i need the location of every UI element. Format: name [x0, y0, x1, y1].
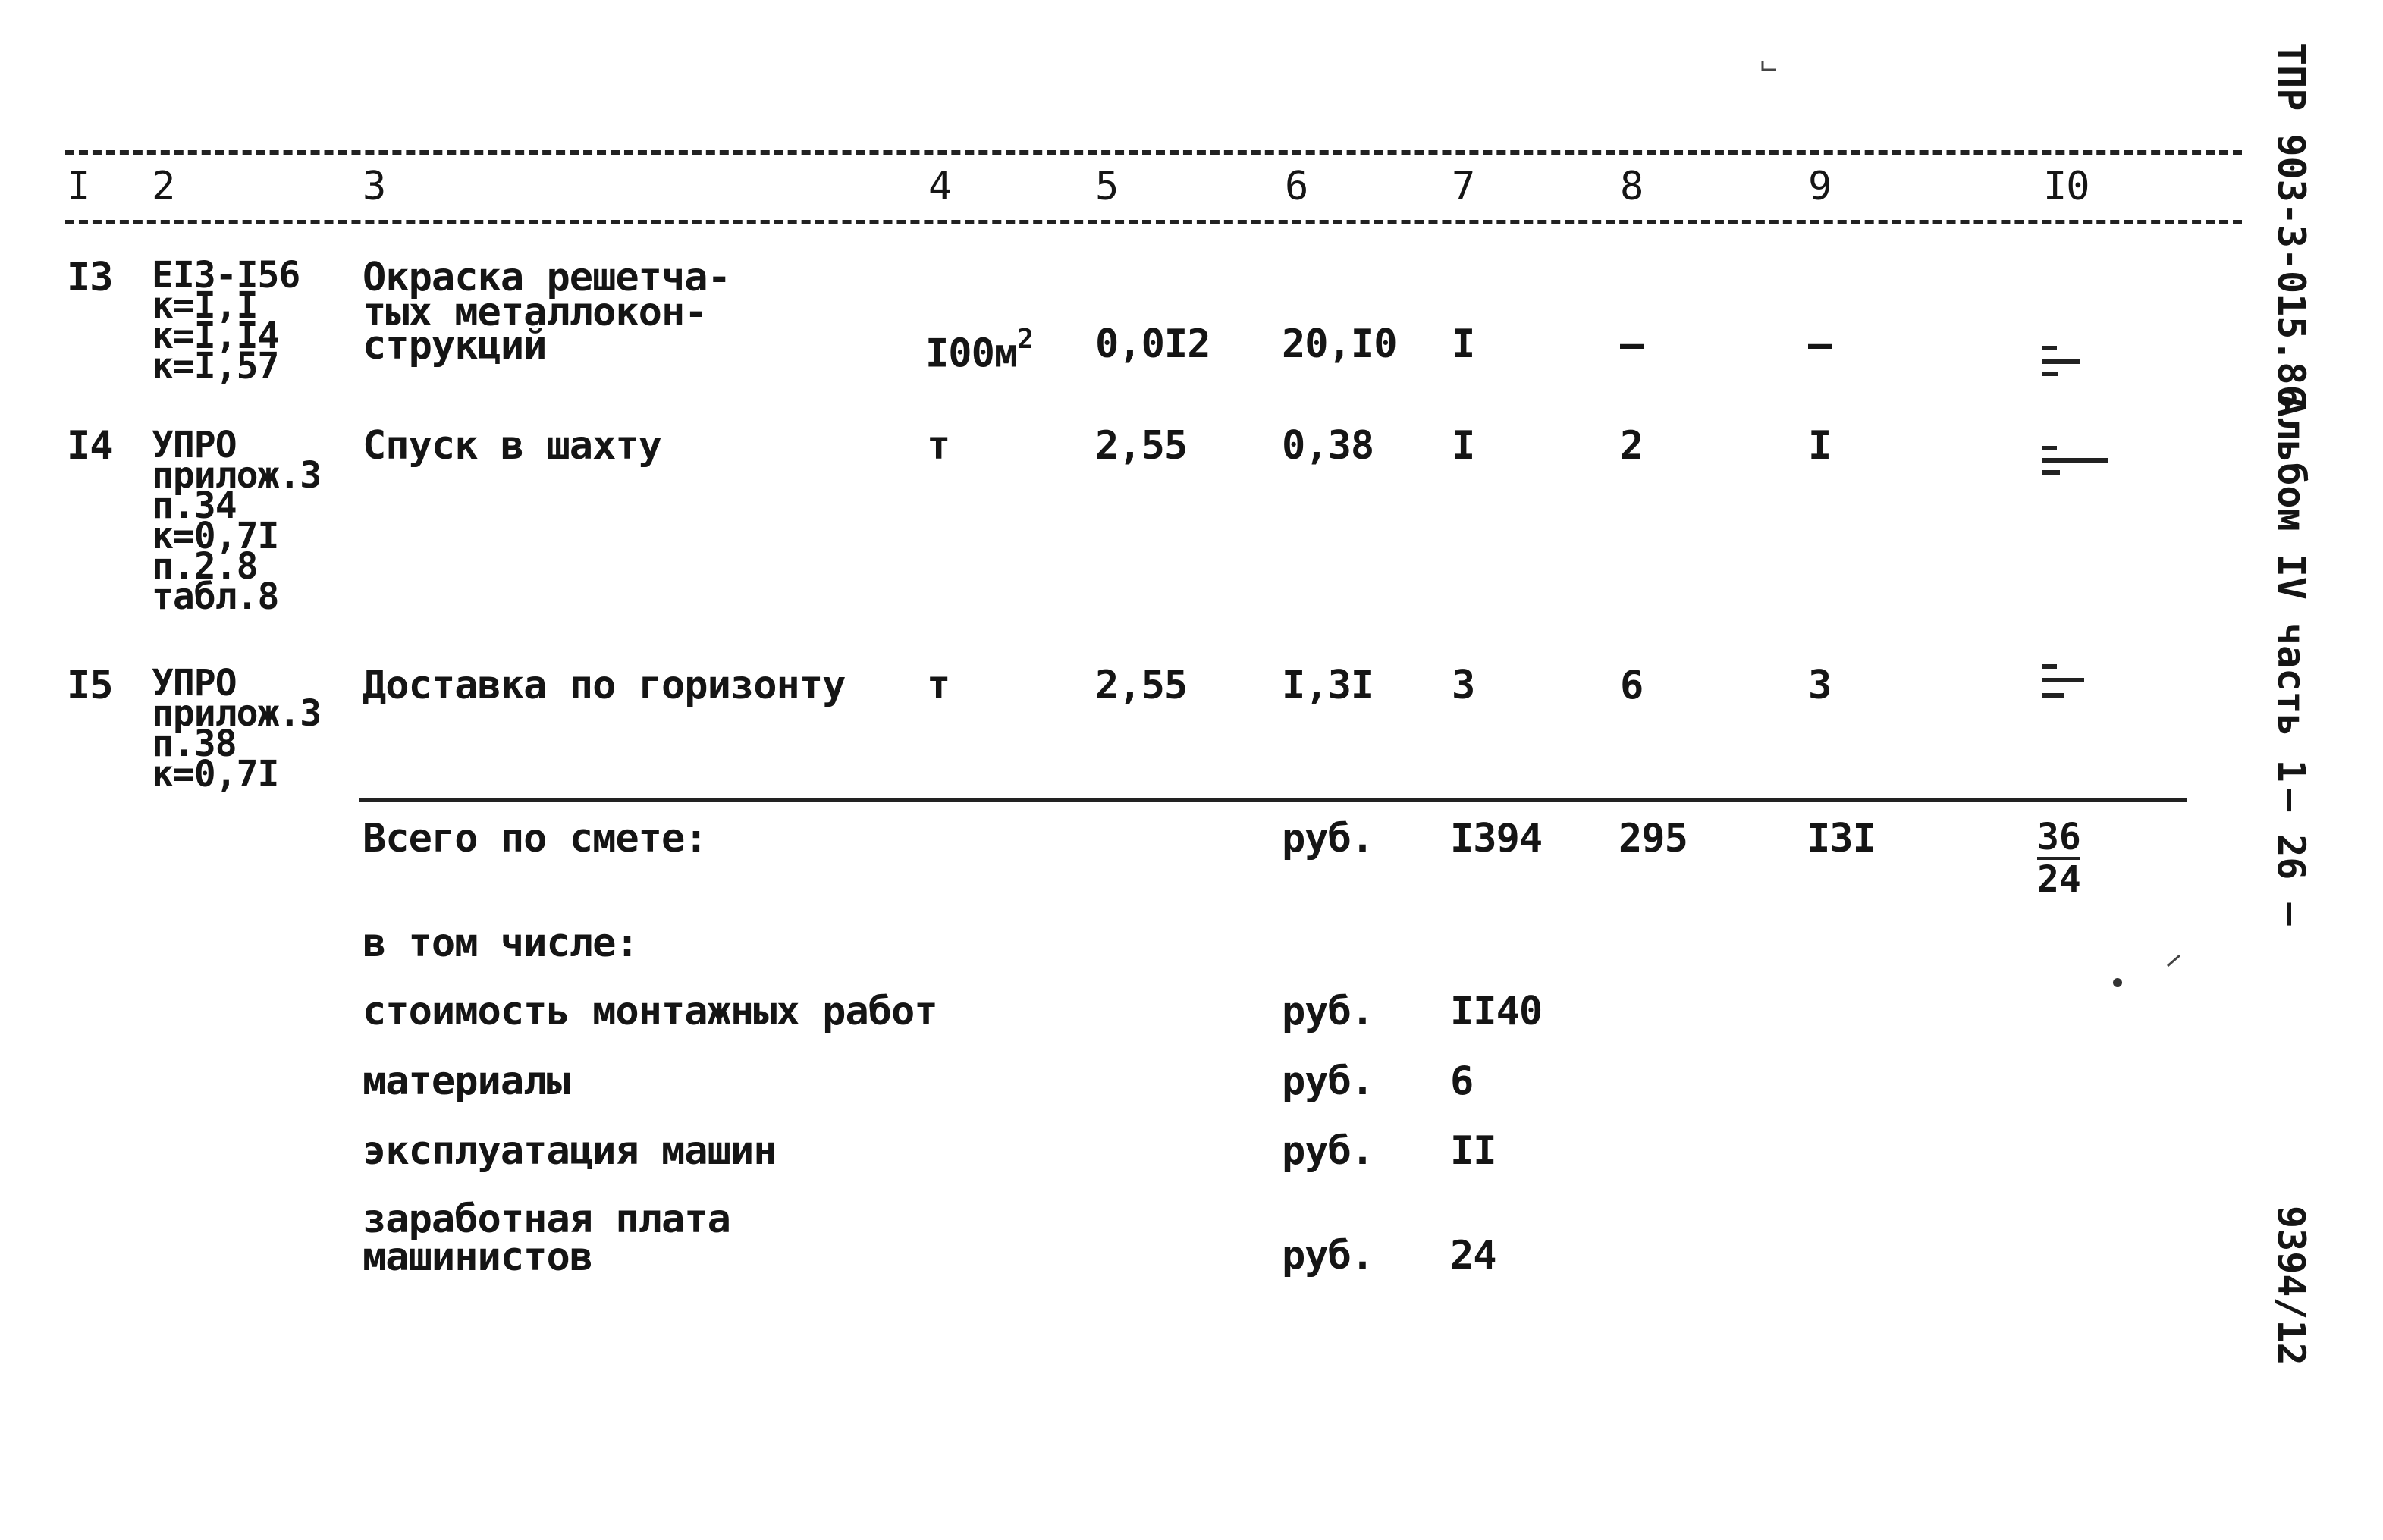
- basis-line: п.34: [152, 485, 237, 527]
- column-header-1: I: [67, 164, 90, 209]
- column-header-2: 2: [152, 164, 175, 209]
- row-number: I4: [67, 423, 113, 469]
- unit: т: [927, 423, 950, 469]
- basis-line: к=I,57: [152, 345, 279, 387]
- breakdown-value: 24: [1450, 1233, 1496, 1278]
- unit: т: [927, 663, 950, 708]
- cost-col-8: –: [1620, 321, 1644, 367]
- basis-line: УПРО: [152, 424, 237, 466]
- breakdown-label: материалы: [363, 1059, 570, 1104]
- unit-price: 20,I0: [1282, 321, 1397, 367]
- basis-line: к=0,7I: [152, 515, 279, 557]
- total-col-9: I3I: [1807, 816, 1876, 861]
- breakdown-value: 6: [1450, 1059, 1474, 1104]
- scan-speck-icon: [1760, 59, 1782, 74]
- breakdown-value: II: [1450, 1128, 1496, 1174]
- breakdown-value: II40: [1450, 989, 1543, 1034]
- column-header-8: 8: [1620, 164, 1644, 209]
- cost-col-7: 3: [1452, 663, 1475, 708]
- cost-col-9: –: [1808, 321, 1832, 367]
- album-label: Альбом IV часть 1: [2269, 394, 2313, 783]
- column-header-4: 4: [928, 164, 952, 209]
- quantity: 2,55: [1095, 423, 1188, 469]
- column-header-7: 7: [1452, 164, 1475, 209]
- unit: $I00м^2$: [925, 324, 1033, 377]
- fraction-numerator: 36: [2037, 816, 2081, 858]
- work-name-line: Окраска решетча-: [363, 255, 730, 300]
- work-name-line: Доставка по горизонту: [363, 663, 846, 708]
- basis-line: прилож.3: [152, 454, 322, 497]
- total-col-8: 295: [1618, 816, 1688, 861]
- basis-line: табл.8: [152, 576, 279, 618]
- row-number: I5: [67, 663, 113, 708]
- basis-line: EI3-I56: [152, 254, 300, 296]
- page-number: – 26 –: [2269, 789, 2313, 926]
- fraction-denominator: 24: [2037, 858, 2081, 901]
- column-header-9: 9: [1808, 164, 1832, 209]
- scan-speck-icon: [2107, 948, 2190, 993]
- total-unit: руб.: [1282, 816, 1374, 861]
- column-header-5: 5: [1095, 164, 1119, 209]
- basis-line: к=I,I: [152, 284, 258, 327]
- header-bottom-rule: [65, 220, 2242, 224]
- total-col-10-fraction: [2037, 817, 2080, 899]
- total-col-7: I394: [1450, 816, 1543, 861]
- basis-line: УПРО: [152, 662, 237, 704]
- column-header-3: 3: [363, 164, 386, 209]
- totals-rule: [359, 798, 2187, 802]
- basis-line: к=0,7I: [152, 753, 279, 795]
- breakdown-label: заработная плата: [363, 1197, 730, 1242]
- header-top-rule: [65, 150, 2242, 155]
- basis-line: к=I,I4: [152, 315, 279, 357]
- work-name-line: струкций: [363, 323, 547, 369]
- breakdown-label: эксплуатация машин: [363, 1128, 777, 1174]
- basis-line: п.38: [152, 723, 237, 765]
- unit-price: 0,38: [1282, 423, 1374, 469]
- cost-col-9: 3: [1808, 663, 1832, 708]
- breakdown-unit: руб.: [1282, 1233, 1374, 1278]
- cost-col-7: I: [1452, 321, 1475, 367]
- fraction-mark-icon: [2040, 343, 2101, 381]
- total-label: Всего по смете:: [363, 816, 708, 861]
- basis-line: п.2.8: [152, 545, 258, 588]
- breakdown-unit: руб.: [1282, 1128, 1374, 1174]
- column-header-6: 6: [1285, 164, 1308, 209]
- column-header-10: I0: [2043, 164, 2089, 209]
- breakdown-unit: руб.: [1282, 1059, 1374, 1104]
- breakdown-label: машинистов: [363, 1234, 593, 1280]
- cost-col-8: 2: [1620, 423, 1644, 469]
- breakdown-unit: руб.: [1282, 989, 1374, 1034]
- quantity: 2,55: [1095, 663, 1188, 708]
- including-label: в том числе:: [363, 921, 639, 966]
- fraction-mark-icon: [2040, 661, 2101, 710]
- doc-code: ТПР 903-3-015.86: [2269, 42, 2313, 408]
- work-name-line: тых металлокон-: [363, 290, 708, 335]
- work-name-line: Спуск в шахту: [363, 423, 661, 469]
- cost-col-9: I: [1808, 423, 1832, 469]
- breakdown-label: стоимость монтажных работ: [363, 989, 937, 1034]
- basis-line: прилож.3: [152, 692, 322, 735]
- fraction-mark-icon: [2040, 443, 2116, 481]
- archive-number: 9394/12: [2269, 1206, 2313, 1366]
- unit-price: I,3I: [1282, 663, 1374, 708]
- cost-col-7: I: [1452, 423, 1475, 469]
- row-number: I3: [67, 255, 113, 300]
- quantity: 0,0I2: [1095, 321, 1210, 367]
- cost-col-8: 6: [1620, 663, 1644, 708]
